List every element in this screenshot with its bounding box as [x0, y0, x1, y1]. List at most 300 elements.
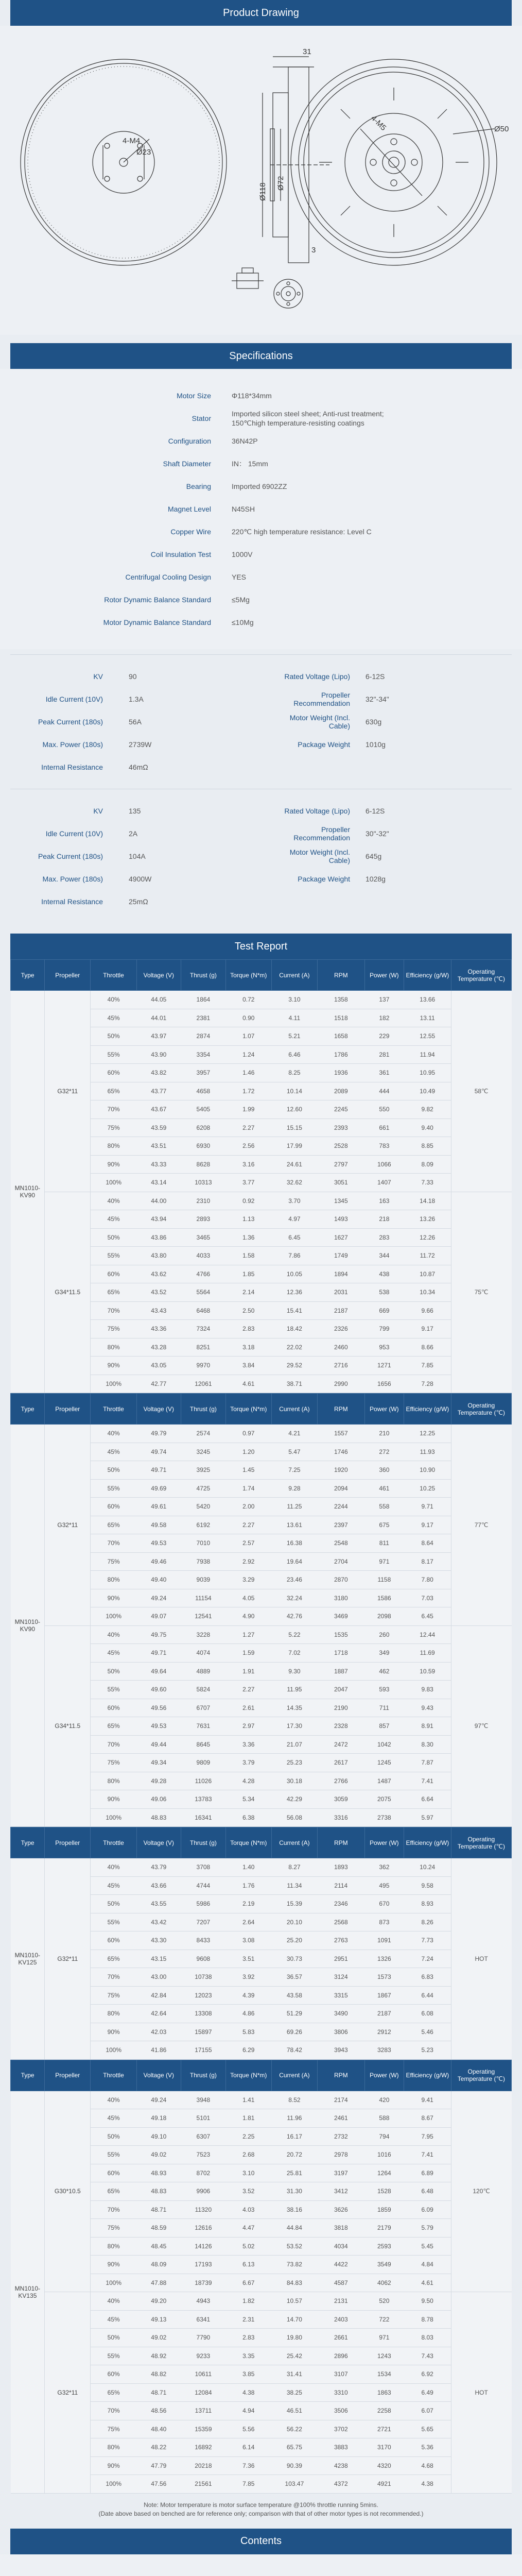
data-cell: 5.21	[271, 1027, 317, 1046]
product-drawing	[0, 26, 522, 335]
data-cell: 3197	[317, 2164, 364, 2182]
data-cell: 9906	[181, 2182, 226, 2201]
data-cell: 10313	[181, 1174, 226, 1192]
data-cell: 711	[364, 1699, 404, 1717]
data-cell: 50%	[91, 1027, 136, 1046]
data-cell: 43.52	[136, 1283, 181, 1302]
data-cell: 49.56	[136, 1699, 181, 1717]
spec-row	[10, 498, 512, 520]
data-cell: 4725	[181, 1479, 226, 1498]
data-cell: 65%	[91, 2383, 136, 2402]
data-cell: 1573	[364, 1968, 404, 1987]
data-cell: 80%	[91, 1137, 136, 1156]
data-cell: 49.75	[136, 1625, 181, 1644]
data-cell: 55%	[91, 1247, 136, 1265]
data-cell: 2245	[317, 1100, 364, 1119]
motor-type-cell: MN1010-KV90	[11, 1425, 45, 1827]
column-header: Propeller	[45, 2060, 91, 2091]
spec-value: 1000V	[232, 550, 253, 558]
data-cell: 722	[364, 2310, 404, 2329]
kv-row	[10, 710, 512, 733]
data-cell: 13.66	[404, 991, 451, 1009]
data-cell: 2.19	[225, 1895, 271, 1913]
table-row	[11, 2292, 512, 2311]
data-cell: 80%	[91, 2438, 136, 2457]
data-cell: 44.84	[271, 2219, 317, 2238]
kv-value: 2A	[129, 829, 138, 838]
column-header: Current (A)	[271, 960, 317, 991]
data-cell: 1.45	[225, 1461, 271, 1480]
data-cell: 1627	[317, 1228, 364, 1247]
propeller-cell: G34*11.5	[45, 1625, 91, 1827]
data-cell: 10611	[181, 2365, 226, 2384]
data-cell: 3943	[317, 2041, 364, 2060]
data-cell: 15.41	[271, 1301, 317, 1320]
data-cell: 1746	[317, 1443, 364, 1461]
data-cell: 2548	[317, 1534, 364, 1553]
data-cell: 2874	[181, 1027, 226, 1046]
data-cell: 8.30	[404, 1735, 451, 1754]
spec-label: Coil Insulation Test	[150, 550, 211, 558]
data-cell: 8702	[181, 2164, 226, 2182]
data-cell: 2593	[364, 2237, 404, 2256]
data-cell: 3354	[181, 1045, 226, 1064]
data-cell: 2179	[364, 2219, 404, 2238]
kv-label: KV	[93, 807, 103, 815]
data-cell: 6.92	[404, 2365, 451, 2384]
data-cell: 43.15	[136, 1950, 181, 1968]
table-row	[11, 2091, 512, 2109]
data-cell: 6.44	[404, 1986, 451, 2005]
data-cell: 8628	[181, 1155, 226, 1174]
data-cell: 16892	[181, 2438, 226, 2457]
data-cell: 1.36	[225, 1228, 271, 1247]
data-cell: 49.58	[136, 1516, 181, 1534]
data-cell: 31.30	[271, 2182, 317, 2201]
data-cell: 10.90	[404, 1461, 451, 1480]
spec-label: Bearing	[186, 482, 211, 490]
data-cell: 43.58	[271, 1986, 317, 2005]
data-cell: 9.66	[404, 1301, 451, 1320]
data-cell: 6341	[181, 2310, 226, 2329]
data-cell: 15359	[181, 2420, 226, 2438]
data-cell: 1887	[317, 1662, 364, 1681]
data-cell: 7.02	[271, 1644, 317, 1663]
data-cell: 2896	[317, 2347, 364, 2365]
data-cell: 2098	[364, 1607, 404, 1626]
kv-row	[10, 665, 512, 688]
column-header: Thrust (g)	[181, 2060, 226, 2091]
data-cell: 6.08	[404, 2005, 451, 2023]
table-row	[11, 1425, 512, 1443]
data-cell: 2403	[317, 2310, 364, 2329]
data-cell: 51.29	[271, 2005, 317, 2023]
data-cell: 5.34	[225, 1790, 271, 1809]
data-cell: 2738	[364, 1808, 404, 1827]
kv-row	[10, 800, 512, 822]
data-cell: 495	[364, 1876, 404, 1895]
data-cell: 55%	[91, 2146, 136, 2164]
spec-row	[10, 566, 512, 588]
data-cell: 8.03	[404, 2329, 451, 2347]
data-cell: 1.40	[225, 1858, 271, 1877]
data-cell: 1786	[317, 1045, 364, 1064]
data-cell: 3.29	[225, 1571, 271, 1589]
data-cell: 3316	[317, 1808, 364, 1827]
data-cell: 80%	[91, 1571, 136, 1589]
data-cell: 75%	[91, 1320, 136, 1338]
data-cell: 2.56	[225, 1137, 271, 1156]
data-cell: 50%	[91, 2329, 136, 2347]
data-cell: 45%	[91, 1644, 136, 1663]
data-cell: 4238	[317, 2456, 364, 2475]
data-cell: 462	[364, 1662, 404, 1681]
spec-row	[10, 407, 512, 430]
data-cell: 2.27	[225, 1516, 271, 1534]
propeller-cell: G32*11	[45, 1425, 91, 1626]
data-cell: 42.29	[271, 1790, 317, 1809]
kv-label: KV	[93, 672, 103, 681]
data-cell: 20.10	[271, 1913, 317, 1931]
data-cell: 10.87	[404, 1265, 451, 1283]
data-cell: 45%	[91, 2310, 136, 2329]
data-cell: 65.75	[271, 2438, 317, 2457]
data-cell: 65%	[91, 1516, 136, 1534]
data-cell: 3.10	[271, 991, 317, 1009]
data-cell: 2393	[317, 1118, 364, 1137]
data-cell: 75%	[91, 2420, 136, 2438]
spec-label: Rotor Dynamic Balance Standard	[104, 596, 211, 604]
data-cell: 14.35	[271, 1699, 317, 1717]
test-table	[10, 1393, 512, 1827]
column-header: RPM	[317, 2060, 364, 2091]
kv-label: Rated Voltage (Lipo)	[284, 807, 350, 815]
data-cell: 42.64	[136, 2005, 181, 2023]
data-cell: 3.36	[225, 1735, 271, 1754]
motor-type-cell: MN1010-KV125	[11, 1858, 45, 2060]
data-cell: 22.02	[271, 1338, 317, 1357]
data-cell: 48.92	[136, 2347, 181, 2365]
data-cell: 1557	[317, 1425, 364, 1443]
column-header: Thrust (g)	[181, 1394, 226, 1425]
kv-value: 1010g	[366, 740, 386, 749]
column-header: Voltage (V)	[136, 1827, 181, 1858]
kv-label: Package Weight	[298, 875, 350, 883]
data-cell: 783	[364, 1137, 404, 1156]
data-cell: 344	[364, 1247, 404, 1265]
data-cell: 70%	[91, 1534, 136, 1553]
data-cell: 6.45	[404, 1607, 451, 1626]
data-cell: 7.41	[404, 1772, 451, 1790]
data-cell: 461	[364, 1479, 404, 1498]
column-header: Current (A)	[271, 1827, 317, 1858]
data-cell: 669	[364, 1301, 404, 1320]
data-cell: 4.11	[271, 1009, 317, 1027]
data-cell: 4320	[364, 2456, 404, 2475]
data-cell: 8.78	[404, 2310, 451, 2329]
data-cell: 80%	[91, 1772, 136, 1790]
spec-label: Copper Wire	[170, 528, 211, 536]
data-cell: 49.53	[136, 1717, 181, 1736]
table-row	[11, 991, 512, 1009]
column-header: Current (A)	[271, 2060, 317, 2091]
column-header: Type	[11, 2060, 45, 2091]
column-header: Operating Temperature (℃)	[451, 2060, 511, 2091]
spec-row	[10, 475, 512, 498]
spec-value: YES	[232, 573, 247, 581]
data-cell: 1864	[181, 991, 226, 1009]
data-cell: 1345	[317, 1192, 364, 1210]
data-cell: 38.16	[271, 2200, 317, 2219]
data-cell: 90%	[91, 2456, 136, 2475]
temperature-cell: 97℃	[451, 1625, 511, 1827]
column-header: Torque (N*m)	[225, 1827, 271, 1858]
data-cell: 9.83	[404, 1681, 451, 1699]
data-cell: 75%	[91, 1552, 136, 1571]
contents-svg	[0, 2554, 522, 2576]
specifications-header	[10, 343, 512, 369]
data-cell: 50%	[91, 1895, 136, 1913]
data-cell: 2114	[317, 1876, 364, 1895]
data-cell: 43.00	[136, 1968, 181, 1987]
data-cell: 2617	[317, 1754, 364, 1772]
spec-label: Magnet Level	[167, 505, 211, 513]
data-cell: 2.31	[225, 2310, 271, 2329]
spec-list	[0, 369, 522, 649]
data-cell: 3925	[181, 1461, 226, 1480]
data-cell: 50%	[91, 2127, 136, 2146]
column-header: Power (W)	[364, 960, 404, 991]
spec-row	[10, 520, 512, 543]
data-cell: 7.85	[225, 2475, 271, 2494]
data-cell: 5.46	[404, 2023, 451, 2041]
data-cell: 80%	[91, 2005, 136, 2023]
data-cell: 10.05	[271, 1265, 317, 1283]
data-cell: 4.38	[404, 2475, 451, 2494]
data-cell: 5420	[181, 1498, 226, 1516]
table-row	[11, 1858, 512, 1877]
column-header: Power (W)	[364, 1827, 404, 1858]
data-cell: 50%	[91, 1228, 136, 1247]
data-cell: 1.72	[225, 1082, 271, 1100]
data-cell: 49.71	[136, 1644, 181, 1663]
data-cell: 7.80	[404, 1571, 451, 1589]
data-cell: 7.87	[404, 1754, 451, 1772]
data-cell: 17193	[181, 2256, 226, 2274]
test-report-title: Test Report	[234, 940, 288, 952]
kv-value: 4900W	[129, 875, 152, 883]
data-cell: 48.83	[136, 2182, 181, 2201]
data-cell: 1326	[364, 1950, 404, 1968]
column-header: RPM	[317, 960, 364, 991]
kv-value: 46mΩ	[129, 763, 148, 771]
data-cell: 32.24	[271, 1589, 317, 1607]
data-cell: 9.28	[271, 1479, 317, 1498]
data-cell: 2187	[317, 1301, 364, 1320]
data-cell: 40%	[91, 1625, 136, 1644]
data-cell: 593	[364, 1681, 404, 1699]
data-cell: 1.07	[225, 1027, 271, 1046]
data-cell: 9.71	[404, 1498, 451, 1516]
data-cell: 49.02	[136, 2146, 181, 2164]
data-cell: 3.92	[225, 1968, 271, 1987]
data-cell: 7.33	[404, 1174, 451, 1192]
data-cell: 12.26	[404, 1228, 451, 1247]
data-cell: 8.67	[404, 2109, 451, 2128]
data-cell: 9.17	[404, 1516, 451, 1534]
data-cell: 281	[364, 1045, 404, 1064]
data-cell: 2.92	[225, 1552, 271, 1571]
data-cell: 60%	[91, 1064, 136, 1082]
data-cell: 11.96	[271, 2109, 317, 2128]
kv-value: 2739W	[129, 740, 152, 749]
dim-3: 3	[311, 246, 316, 255]
data-cell: 4.86	[225, 2005, 271, 2023]
data-cell: 21.07	[271, 1735, 317, 1754]
data-cell: 13.26	[404, 1210, 451, 1229]
data-cell: 1016	[364, 2146, 404, 2164]
column-header: Current (A)	[271, 1394, 317, 1425]
spec-row	[10, 588, 512, 611]
data-cell: 49.40	[136, 1571, 181, 1589]
data-cell: 29.52	[271, 1357, 317, 1375]
data-cell: 2.83	[225, 1320, 271, 1338]
data-cell: 9.50	[404, 2292, 451, 2311]
data-cell: 1.91	[225, 1662, 271, 1681]
column-header: Type	[11, 1827, 45, 1858]
spec-row	[10, 384, 512, 407]
data-cell: 11.72	[404, 1247, 451, 1265]
data-cell: 2310	[181, 1192, 226, 1210]
table-header-row	[11, 960, 512, 991]
kv-label: Idle Current (10V)	[45, 695, 103, 703]
data-cell: 6707	[181, 1699, 226, 1717]
data-cell: 3.77	[225, 1174, 271, 1192]
data-cell: 75%	[91, 1754, 136, 1772]
data-cell: 4.97	[271, 1210, 317, 1229]
data-cell: 13.61	[271, 1516, 317, 1534]
contents-title: Contents	[240, 2535, 282, 2547]
column-header: Throttle	[91, 1394, 136, 1425]
kv-value: 1.3A	[129, 695, 144, 703]
data-cell: 40%	[91, 1858, 136, 1877]
data-cell: 11.95	[271, 1681, 317, 1699]
data-cell: 1920	[317, 1461, 364, 1480]
spec-value: 36N42P	[232, 437, 258, 445]
data-cell: 49.28	[136, 1772, 181, 1790]
dim-d23: Ø23	[136, 148, 151, 157]
data-cell: 80%	[91, 2237, 136, 2256]
column-header: Operating Temperature (℃)	[451, 1827, 511, 1858]
data-cell: 49.64	[136, 1662, 181, 1681]
data-cell: 49.10	[136, 2127, 181, 2146]
spec-value: ≤10Mg	[232, 618, 254, 626]
data-cell: 5.23	[404, 2041, 451, 2060]
contents-panel	[0, 2554, 522, 2576]
data-cell: 40%	[91, 2091, 136, 2109]
data-cell: 2661	[317, 2329, 364, 2347]
spec-value: Imported silicon steel sheet; Anti-rust treatment; 150℃high temperature-resisting coatings	[232, 410, 384, 427]
data-cell: 43.42	[136, 1913, 181, 1931]
data-cell: 40%	[91, 991, 136, 1009]
data-cell: 1749	[317, 1247, 364, 1265]
data-cell: 90%	[91, 1790, 136, 1809]
data-cell: 42.84	[136, 1986, 181, 2005]
data-cell: 163	[364, 1192, 404, 1210]
propeller-cell: G32*11	[45, 1858, 91, 2060]
temperature-cell: 120℃	[451, 2091, 511, 2292]
data-cell: 42.77	[136, 1375, 181, 1393]
data-cell: 1893	[317, 1858, 364, 1877]
kv-row	[10, 688, 512, 710]
data-cell: 4.61	[404, 2274, 451, 2292]
data-cell: 70%	[91, 1968, 136, 1987]
data-cell: 16341	[181, 1808, 226, 1827]
data-cell: 55%	[91, 1045, 136, 1064]
data-cell: 349	[364, 1644, 404, 1663]
data-cell: 100%	[91, 2475, 136, 2494]
data-cell: 90%	[91, 1357, 136, 1375]
data-cell: 1867	[364, 1986, 404, 2005]
data-cell: 43.14	[136, 1174, 181, 1192]
table-header-row	[11, 1827, 512, 1858]
column-header: Thrust (g)	[181, 1827, 226, 1858]
spec-value: Φ118*34mm	[232, 392, 272, 400]
column-header: Torque (N*m)	[225, 1394, 271, 1425]
data-cell: 5.02	[225, 2237, 271, 2256]
data-cell: 1158	[364, 1571, 404, 1589]
data-cell: 44.01	[136, 1009, 181, 1027]
data-cell: 550	[364, 1100, 404, 1119]
data-cell: 2978	[317, 2146, 364, 2164]
dim-d72: Ø72	[276, 176, 285, 191]
data-cell: 9608	[181, 1950, 226, 1968]
data-cell: 3310	[317, 2383, 364, 2402]
data-cell: 45%	[91, 2109, 136, 2128]
data-cell: 7631	[181, 1717, 226, 1736]
data-cell: 1.74	[225, 1479, 271, 1498]
column-header: Voltage (V)	[136, 2060, 181, 2091]
data-cell: 4889	[181, 1662, 226, 1681]
temperature-cell: 77℃	[451, 1425, 511, 1626]
data-cell: 10.49	[404, 1082, 451, 1100]
data-cell: 2472	[317, 1735, 364, 1754]
column-header: Type	[11, 960, 45, 991]
data-cell: 49.13	[136, 2310, 181, 2329]
data-cell: 11154	[181, 1589, 226, 1607]
data-cell: 558	[364, 1498, 404, 1516]
data-cell: 49.07	[136, 1607, 181, 1626]
data-cell: 2.50	[225, 1301, 271, 1320]
data-cell: 1718	[317, 1644, 364, 1663]
data-cell: 4766	[181, 1265, 226, 1283]
data-cell: 4.03	[225, 2200, 271, 2219]
data-cell: 8.64	[404, 1534, 451, 1553]
data-cell: 55%	[91, 2347, 136, 2365]
kv135-spec-group	[0, 794, 522, 918]
data-cell: 78.42	[271, 2041, 317, 2060]
data-cell: 3806	[317, 2023, 364, 2041]
data-cell: 100%	[91, 1808, 136, 1827]
data-cell: 11320	[181, 2200, 226, 2219]
data-cell: 100%	[91, 1174, 136, 1192]
data-cell: 1.58	[225, 1247, 271, 1265]
data-cell: 60%	[91, 2164, 136, 2182]
data-cell: 11026	[181, 1772, 226, 1790]
data-cell: 44.00	[136, 1192, 181, 1210]
data-cell: 5.65	[404, 2420, 451, 2438]
data-cell: 4.47	[225, 2219, 271, 2238]
